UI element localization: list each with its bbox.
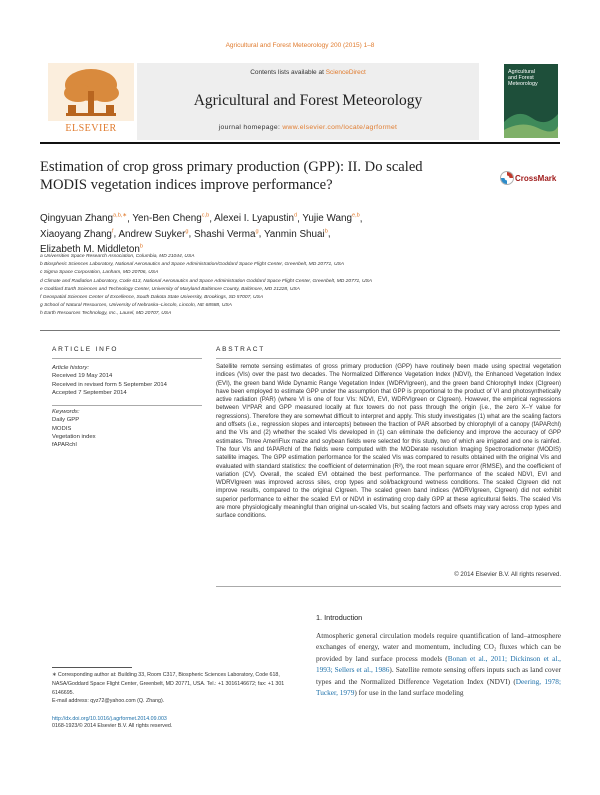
author[interactable]: Alexei I. Lyapustin$^d$ [214, 213, 298, 225]
history-heading: Article history: [52, 365, 89, 371]
affiliation: b Biospheric Sciences Laboratory, National Aeronautics and Space Administration/Goddard Space Flight Center, Greenbelt, MD 20771, USA [40, 262, 345, 268]
corresponding-address: ∗ Corresponding author at: Building 33, Room C317, Biospheric Sciences Laboratory, Code 618, NASA/Goddard Space Flight Center, Greenbelt, MD 20771, USA. Tel.: +1 3016146672; fax: +1 301 6146695. [52, 672, 285, 696]
crossmark-label[interactable]: CrossMark [515, 174, 557, 183]
homepage-prefix: journal homepage: [218, 124, 283, 131]
article-info-heading: ARTICLE INFO [52, 346, 119, 353]
keyword: fAPARchl [52, 442, 77, 449]
abstract-heading: ABSTRACT [216, 346, 266, 353]
doi-block [52, 716, 302, 731]
journal-homepage [137, 124, 479, 131]
author[interactable]: Shashi Verma$^g$ [194, 228, 259, 240]
affiliation: d Climate and Radiation Laboratory, Code 613, National Aeronautics and Space Administration Goddard Space Flight Center, Greenbelt, MD 20771, USA [40, 278, 373, 284]
affiliation: h Earth Resources Technology, Inc., Laurel, MD 20707, USA [40, 311, 172, 317]
author[interactable]: Yujie Wang$^{e,b}$ [302, 213, 360, 225]
author[interactable]: Andrew Suyker$^g$ [118, 228, 189, 240]
corresponding-author-note [52, 671, 302, 706]
contents-line [137, 69, 479, 76]
author-list: Qingyuan Zhang$^{a,b,∗}$, Yen-Ben Cheng$^{c,b}$, Alexei I. Lyapustin$^d$, Yujie Wang$^{e,b}$, Xiaoyang Zhang$^f$, Andrew Suyker$^g$, Shashi Verma$^g$, Yanmin Shuai$^b$, Elizabeth M. Middleton$^b$ [40, 213, 363, 255]
intro-text: ). Satellite remote sensing offers inputs such as land cover types and the Normalized Difference Vegetation Index (NDVI) ( [316, 665, 561, 686]
journal-name: Agricultural and Forest Meteorology [193, 92, 423, 109]
affiliation: g School of Natural Resources, University of Nebraska–Lincoln, Lincoln, NE 68588, USA [40, 303, 232, 309]
affiliation: a Universities Space Research Association, Columbia, MD 21044, USA [40, 254, 195, 259]
crossmark-icon[interactable] [500, 171, 514, 185]
abstract-copyright: © 2014 Elsevier B.V. All rights reserved. [454, 572, 561, 578]
intro-text: ) for use in the land surface modeling [354, 688, 464, 698]
author[interactable]: Yen-Ben Cheng$^{c,b}$ [132, 213, 210, 225]
section-rule [40, 330, 560, 331]
author[interactable]: Qingyuan Zhang$^{a,b,∗}$ [40, 213, 128, 225]
received-date: Received 19 May 2014 [52, 373, 113, 380]
article-info-rule [52, 358, 202, 359]
accepted-date: Accepted 7 September 2014 [52, 389, 127, 396]
doi-link[interactable]: http://dx.doi.org/10.1016/j.agrformet.2014.09.003 [52, 716, 167, 722]
keyword: Vegetation index [52, 433, 96, 440]
article-history [52, 364, 202, 397]
abstract-rule [216, 358, 561, 359]
footnote-rule [52, 667, 132, 668]
keywords-rule [52, 405, 202, 406]
homepage-link[interactable]: www.elsevier.com/locate/agrformet [282, 124, 398, 131]
keyword: MODIS [52, 425, 72, 432]
author[interactable]: Yanmin Shuai$^b$ [263, 228, 328, 240]
abstract-text: Satellite remote sensing estimates of gross primary production (GPP) have routinely been made using spectral vegetation indices (VIs) over the past two decades. The Normalized Difference Vegetation Index (NDVI), the Enhanced Vegetation Index (EVI), the green band Wide Dynamic Range Vegetation Index (WDRVIgreen), and the green band Chlorophyll Index (CIgreen) have been employed to estimate GPP under the assumption that GPP is proportional to the product of VI and photosynthetically active radiation (PAR) (where VI is one of four VIs: NDVI, EVI, WDRVIgreen or CIgreen). However, the empirical regressions between VI*PAR and GPP measured locally at flux towers do not pass through the origin (i.e., the zero X–Y value for regressions). Therefore they are somewhat difficult to interpret and apply. This study investigates (1) what are the scaling factors and offsets (i.e., regression slopes and intercepts) between the fraction of PAR absorbed by chlorophyll of a canopy (fAPARchl) and the VIs and (2) whether the scaled VIs developed in (1) can eliminate the deficiency and improve the accuracy of GPP estimates. Three AmeriFlux maize and soybean fields were selected for this study, two of which are irrigated and one is rainfed. The four VIs and fAPARchl of the fields were computed with the MODerate resolution Imaging Spectroradiometer (MODIS) satellite images. The GPP estimation performance for the scaled VIs was compared to results obtained with the original VIs and evaluated with standard statistics: the coefficient of determination (R²), the root mean square error (RMSE), and the coefficient of variation (CV). Overall, the scaled EVI obtained the best performance. The performance of the scaled NDVI, EVI and WDRVIgreen was improved across sites, crop types and soil/background wetness conditions. The scaled CIgreen did not improve results, compared to the original CIgreen. The scaled green band indices (WDRVIgreen, CIgreen) did not exhibit superior performance to either the scaled EVI or NDVI in estimating crop daily GPP at these agricultural fields. The scaled VIs are more physiologically meaningful than original un-scaled VIs, but scaling factors and offsets may vary across crop types and surface conditions. [216, 364, 561, 520]
article-title: Estimation of crop gross primary production (GPP): II. Do scaled MODIS vegetation indices improve performance? [40, 159, 423, 193]
cover-landscape-icon [504, 102, 558, 138]
contents-prefix: Contents lists available at [250, 69, 326, 76]
author[interactable]: Elizabeth M. Middleton$^b$ [40, 243, 144, 255]
revised-date: Received in revised form 5 September 2014 [52, 381, 167, 388]
intro-text: Atmospheric general circulation models require quantification of land–atmosphere exchanges of energy, water and momentum, including CO₂ fluxes which can be provided by land surface process models ( [316, 631, 561, 663]
sciencedirect-link[interactable]: ScienceDirect [325, 69, 366, 76]
author[interactable]: Xiaoyang Zhang$^f$ [40, 228, 114, 240]
header-rule [40, 142, 560, 144]
keywords [52, 408, 202, 449]
affiliation: f Geospatial Sciences Center of Excellence, South Dakota State University, Brookings, SD 57007, USA [40, 295, 264, 301]
citation-link[interactable]: Deering, 1978; Tucker, 1979 [316, 676, 561, 698]
elsevier-logo-text: ELSEVIER [65, 123, 117, 134]
cover-title: Agricultural and Forest Meteorology [508, 69, 538, 87]
abstract-end-rule [216, 586, 561, 587]
affiliations [40, 253, 560, 319]
keywords-heading: Keywords: [52, 409, 80, 415]
citation-link[interactable]: Bonan et al., 2011; Dickinson et al., 1993; Sellers et al., 1986 [316, 653, 561, 675]
journal-citation[interactable]: Agricultural and Forest Meteorology 200 (2015) 1–8 [225, 42, 375, 49]
introduction-text [316, 630, 561, 698]
email-address[interactable]: E-mail address: qyz72@yahoo.com (Q. Zhang). [52, 698, 165, 705]
keyword: Daily GPP [52, 417, 80, 424]
issn-line: 0168-1923/© 2014 Elsevier B.V. All rights reserved. [52, 723, 173, 730]
affiliation: c Sigma Space Corporation, Lanham, MD 20706, USA [40, 270, 159, 276]
affiliation: e Goddard Earth Sciences and Technology Center, University of Maryland Baltimore County, Baltimore, MD 21228, USA [40, 286, 300, 292]
journal-cover-image [504, 64, 558, 138]
introduction-heading: 1. Introduction [316, 613, 363, 622]
